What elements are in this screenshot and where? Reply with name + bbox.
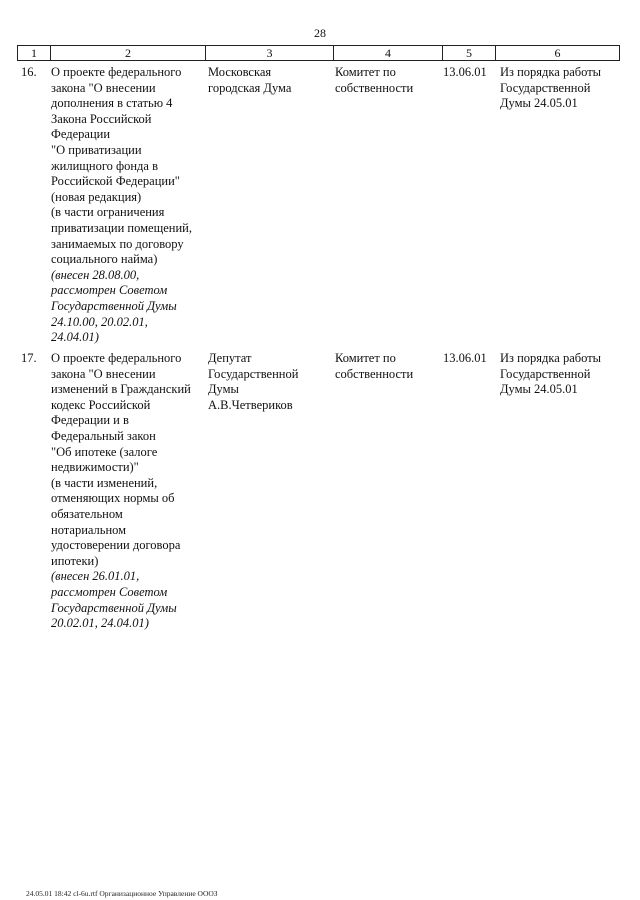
text-line: городская Дума <box>208 80 292 95</box>
text-line: Депутат <box>208 351 252 365</box>
text-line: Государственной Думы <box>51 298 177 313</box>
page-number: 28 <box>314 26 326 40</box>
text-line: отменяющих нормы об <box>51 491 175 506</box>
bill-status-lines <box>51 569 201 631</box>
text-line: Думы 24.05.01 <box>500 96 578 111</box>
column-header: 6 <box>496 46 620 61</box>
text-line: "Об ипотеке (залоге <box>51 444 158 459</box>
text-line: (в части изменений, <box>51 475 158 490</box>
bill-status-lines <box>51 268 201 346</box>
text-line: удостоверении договора <box>51 538 181 553</box>
bill-title <box>51 65 201 346</box>
column-header: 4 <box>334 46 443 61</box>
column-header: 5 <box>443 46 496 61</box>
text-line: рассмотрен Советом <box>51 283 168 298</box>
consideration-date: 13.06.01 <box>443 65 487 79</box>
bill-initiator <box>208 65 330 96</box>
text-line: кодекс Российской <box>51 397 151 412</box>
text-line: Думы <box>208 382 239 397</box>
text-line: О проекте федерального <box>51 351 182 365</box>
text-line: Государственной Думы <box>51 600 177 615</box>
entry-number: 17. <box>21 351 37 365</box>
text-line: ипотеки) <box>51 553 99 568</box>
text-line: недвижимости)" <box>51 460 139 475</box>
text-line: Из порядка работы <box>500 351 602 365</box>
text-line: 24.04.01) <box>51 330 99 345</box>
column-header: 1 <box>18 46 51 61</box>
text-line: Московская <box>208 65 272 79</box>
text-line: собственности <box>335 80 414 95</box>
text-line: Федеральный закон <box>51 428 156 443</box>
text-line: социального найма) <box>51 252 158 267</box>
text-line: (внесен 28.08.00, <box>51 267 140 282</box>
responsible-committee <box>335 351 445 382</box>
text-line: Государственной <box>500 366 591 381</box>
text-line: приватизации помещений, <box>51 220 192 235</box>
text-line: рассмотрен Советом <box>51 584 168 599</box>
text-line: собственности <box>335 366 414 381</box>
column-header-row <box>17 45 620 61</box>
text-line: (в части ограничения <box>51 205 165 220</box>
text-line: 24.10.00, 20.02.01, <box>51 314 148 329</box>
text-line: Российской Федерации" <box>51 174 180 189</box>
text-line: Комитет по <box>335 351 396 365</box>
text-line: занимаемых по договору <box>51 236 184 251</box>
text-line: жилищного фонда в <box>51 158 158 173</box>
source-note <box>500 351 618 398</box>
column-header: 2 <box>51 46 206 61</box>
bill-title <box>51 351 201 632</box>
text-line: А.В.Четвериков <box>208 397 293 412</box>
text-line: 20.02.01, 24.04.01) <box>51 616 149 631</box>
bill-title-lines <box>51 65 201 268</box>
text-line: нотариальном <box>51 522 127 537</box>
text-line: "О приватизации <box>51 142 142 157</box>
text-line: Думы 24.05.01 <box>500 382 578 397</box>
text-line: Государственной <box>500 80 591 95</box>
text-line: О проекте федерального <box>51 65 182 79</box>
text-line: обязательном <box>51 506 123 521</box>
text-line: Из порядка работы <box>500 65 602 79</box>
text-line: Федерации и в <box>51 413 129 428</box>
source-note <box>500 65 618 112</box>
column-header: 3 <box>206 46 334 61</box>
text-line: Государственной <box>208 366 299 381</box>
bill-initiator <box>208 351 330 413</box>
responsible-committee <box>335 65 445 96</box>
text-line: (новая редакция) <box>51 189 142 204</box>
text-line: закона "О внесении <box>51 366 156 381</box>
text-line: закона "О внесении <box>51 80 156 95</box>
entry-number: 16. <box>21 65 37 79</box>
consideration-date: 13.06.01 <box>443 351 487 365</box>
bill-title-lines <box>51 351 201 569</box>
text-line: дополнения в статью 4 <box>51 96 173 111</box>
text-line: изменений в Гражданский <box>51 382 191 397</box>
text-line: (внесен 26.01.01, <box>51 569 140 584</box>
text-line: Комитет по <box>335 65 396 79</box>
text-line: Федерации <box>51 127 111 142</box>
print-footer: 24.05.01 18:42 cl-6u.rtf Организационное Управление ОООЗ <box>26 889 218 898</box>
text-line: Закона Российской <box>51 111 152 126</box>
